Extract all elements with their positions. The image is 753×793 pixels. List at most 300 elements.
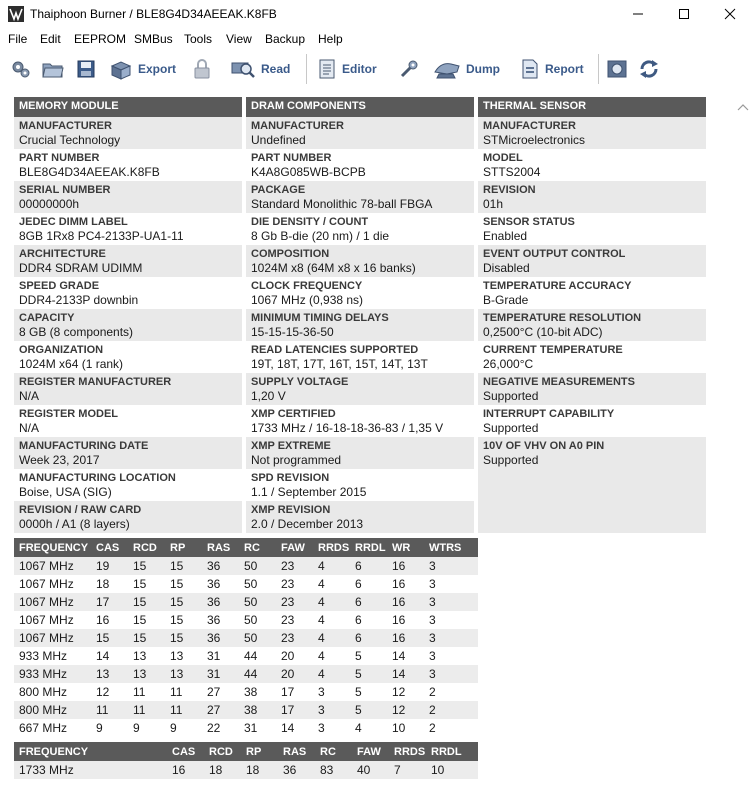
info-value: 2.0 / December 2013 bbox=[251, 517, 364, 531]
table-cell: 2 bbox=[424, 701, 478, 719]
info-label: CURRENT TEMPERATURE bbox=[483, 344, 623, 356]
table-cell: 5 bbox=[355, 685, 362, 699]
toolbar bbox=[0, 50, 753, 88]
info-label: MANUFACTURER bbox=[251, 120, 344, 132]
table-cell: 11 bbox=[165, 701, 202, 719]
table-cell: 15 bbox=[165, 629, 202, 647]
info-label: MANUFACTURING LOCATION bbox=[19, 472, 176, 484]
column-header: RRDL bbox=[350, 538, 387, 557]
info-cell bbox=[246, 181, 476, 213]
table-cell: 800 MHz bbox=[14, 701, 91, 719]
table-cell: 83 bbox=[315, 761, 352, 779]
info-cell bbox=[478, 341, 708, 373]
report-button[interactable] bbox=[520, 56, 584, 82]
info-label: DIE DENSITY / COUNT bbox=[251, 216, 369, 228]
window-title: Thaiphoon Burner / BLE8G4D34AEEAK.K8FB bbox=[30, 7, 277, 21]
info-cell bbox=[246, 245, 476, 277]
table-cell: 6 bbox=[350, 557, 387, 575]
info-value: Supported bbox=[483, 453, 539, 467]
table-cell: 5 bbox=[350, 665, 387, 683]
info-value: Enabled bbox=[483, 229, 528, 243]
info-value: Not programmed bbox=[251, 453, 342, 467]
table-cell: 50 bbox=[239, 629, 276, 647]
save-button[interactable] bbox=[76, 56, 96, 82]
table-cell: 11 bbox=[133, 685, 146, 699]
menu-tools[interactable]: Tools bbox=[184, 32, 213, 46]
table-cell: 4 bbox=[318, 649, 325, 663]
info-label: MODEL bbox=[483, 152, 523, 164]
table-row bbox=[14, 629, 478, 647]
table-cell: 4 bbox=[313, 557, 350, 575]
scroll-up-button[interactable] bbox=[733, 99, 753, 115]
column-header: RCD bbox=[204, 742, 241, 761]
dump-button[interactable] bbox=[433, 56, 500, 82]
table-row bbox=[14, 683, 478, 701]
column-header: RRDS bbox=[389, 742, 426, 761]
table-cell: 4 bbox=[318, 613, 325, 627]
menu-bar bbox=[0, 28, 753, 50]
table-cell: 22 bbox=[207, 721, 221, 735]
info-label: MANUFACTURER bbox=[19, 120, 112, 132]
table-cell: 15 bbox=[133, 577, 147, 591]
table-cell: 6 bbox=[350, 629, 387, 647]
timings-table bbox=[14, 538, 478, 737]
folder-icon bbox=[41, 58, 65, 80]
table-cell: 50 bbox=[244, 577, 258, 591]
info-cell bbox=[14, 405, 244, 437]
info-value: B-Grade bbox=[483, 293, 529, 307]
column-header: RAS bbox=[202, 538, 239, 557]
info-value: Standard Monolithic 78-ball FBGA bbox=[251, 197, 433, 211]
info-cell bbox=[478, 213, 708, 245]
table-cell: 23 bbox=[276, 593, 313, 611]
column-header: WTRS bbox=[424, 538, 478, 557]
info-cell bbox=[478, 437, 708, 469]
info-value: 1,20 V bbox=[251, 389, 286, 403]
menu-backup[interactable]: Backup bbox=[265, 32, 306, 46]
info-cell bbox=[478, 405, 708, 437]
table-cell: 1067 MHz bbox=[14, 593, 91, 611]
table-cell: 6 bbox=[350, 593, 387, 611]
info-cell bbox=[478, 117, 708, 149]
menu-edit[interactable]: Edit bbox=[40, 32, 61, 46]
table-row bbox=[14, 701, 478, 719]
table-cell: 36 bbox=[202, 593, 239, 611]
table-cell: 16 bbox=[387, 593, 424, 611]
column-header: RAS bbox=[278, 742, 315, 761]
info-cell bbox=[14, 437, 244, 469]
read-label: Read bbox=[261, 62, 291, 76]
table-cell: 36 bbox=[207, 577, 221, 591]
table-cell: 38 bbox=[244, 685, 258, 699]
info-label: SPD REVISION bbox=[251, 472, 330, 484]
table-cell: 10 bbox=[426, 761, 478, 779]
info-value: 1024M x8 (64M x8 x 16 banks) bbox=[251, 261, 416, 275]
table-cell: 12 bbox=[387, 701, 424, 719]
dram-components-section bbox=[246, 97, 476, 533]
info-cell bbox=[246, 117, 476, 149]
menu-eeprom[interactable]: EEPROM bbox=[74, 32, 127, 46]
info-label: XMP CERTIFIED bbox=[251, 408, 336, 420]
table-cell: 14 bbox=[392, 649, 406, 663]
info-value: 01h bbox=[483, 197, 504, 211]
empty-cell bbox=[478, 501, 708, 533]
table-cell: 3 bbox=[429, 613, 436, 627]
info-value: 0000h / A1 (8 layers) bbox=[19, 517, 130, 531]
info-value: 1024M x64 (1 rank) bbox=[19, 357, 124, 371]
info-label: XMP REVISION bbox=[251, 504, 331, 516]
table-cell: 3 bbox=[313, 701, 350, 719]
table-cell: 12 bbox=[96, 685, 110, 699]
info-cell bbox=[478, 277, 708, 309]
column-header: WR bbox=[387, 538, 424, 557]
table-cell: 15 bbox=[128, 629, 165, 647]
info-label: EVENT OUTPUT CONTROL bbox=[483, 248, 626, 260]
column-header: CAS bbox=[91, 538, 128, 557]
info-label: SPEED GRADE bbox=[19, 280, 100, 292]
table-cell: 15 bbox=[91, 629, 128, 647]
table-cell: 18 bbox=[204, 761, 241, 779]
column-header: FAW bbox=[352, 742, 389, 761]
info-label: TEMPERATURE ACCURACY bbox=[483, 280, 632, 292]
info-label: READ LATENCIES SUPPORTED bbox=[251, 344, 419, 356]
floppy-disk-icon bbox=[76, 59, 96, 79]
info-cell bbox=[14, 373, 244, 405]
info-label: PACKAGE bbox=[251, 184, 306, 196]
table-cell: 15 bbox=[128, 593, 165, 611]
table-row bbox=[14, 575, 478, 593]
table-cell: 14 bbox=[281, 721, 295, 735]
info-label: 10V OF VHV ON A0 PIN bbox=[483, 440, 605, 452]
menu-view[interactable]: View bbox=[226, 32, 252, 46]
table-cell: 6 bbox=[355, 613, 362, 627]
table-cell: 3 bbox=[424, 665, 478, 683]
column-header: FAW bbox=[276, 538, 313, 557]
table-cell: 1067 MHz bbox=[19, 577, 74, 591]
info-label: REVISION bbox=[483, 184, 536, 196]
info-label: SUPPLY VOLTAGE bbox=[251, 376, 349, 388]
vertical-scrollbar[interactable] bbox=[733, 97, 753, 793]
table-cell: 36 bbox=[207, 613, 221, 627]
info-label: REGISTER MANUFACTURER bbox=[19, 376, 172, 388]
table-cell: 13 bbox=[170, 649, 184, 663]
magnifier-chip-icon bbox=[230, 57, 256, 81]
table-cell: 3 bbox=[318, 721, 325, 735]
table-cell: 15 bbox=[128, 557, 165, 575]
table-cell: 50 bbox=[239, 593, 276, 611]
editor-button[interactable] bbox=[317, 56, 377, 82]
table-cell: 14 bbox=[96, 649, 110, 663]
table-cell: 3 bbox=[429, 577, 436, 591]
table-cell: 6 bbox=[355, 577, 362, 591]
table-cell: 9 bbox=[133, 721, 140, 735]
table-cell: 18 bbox=[241, 761, 278, 779]
table-row bbox=[14, 719, 478, 737]
table-cell: 17 bbox=[276, 701, 313, 719]
title-bar bbox=[0, 0, 753, 28]
table-cell: 1067 MHz bbox=[14, 629, 91, 647]
info-label: MANUFACTURER bbox=[483, 120, 576, 132]
screenshot-button[interactable] bbox=[606, 56, 628, 82]
info-label: XMP EXTREME bbox=[251, 440, 331, 452]
table-cell: 38 bbox=[239, 701, 276, 719]
info-value: Supported bbox=[483, 389, 539, 403]
table-cell: 667 MHz bbox=[19, 721, 68, 735]
empty-cell bbox=[478, 469, 708, 501]
table-cell: 4 bbox=[355, 721, 362, 735]
table-cell: 36 bbox=[202, 629, 239, 647]
table-cell: 44 bbox=[239, 665, 276, 683]
column-header: RRDS bbox=[313, 538, 350, 557]
table-cell: 31 bbox=[202, 665, 239, 683]
table-cell: 11 bbox=[128, 701, 165, 719]
table-cell: 50 bbox=[239, 557, 276, 575]
menu-file[interactable]: File bbox=[8, 32, 28, 46]
menu-help[interactable]: Help bbox=[318, 32, 343, 46]
info-value: 8 Gb B-die (20 nm) / 1 die bbox=[251, 229, 390, 243]
refresh-button[interactable] bbox=[638, 56, 660, 82]
table-cell: 4 bbox=[313, 629, 350, 647]
table-cell: 11 bbox=[170, 685, 183, 699]
table-cell: 23 bbox=[281, 613, 295, 627]
table-cell: 14 bbox=[387, 665, 424, 683]
table-cell: 44 bbox=[244, 649, 258, 663]
refresh-arrows-icon bbox=[638, 58, 660, 80]
info-label: CLOCK FREQUENCY bbox=[251, 280, 363, 292]
info-cell bbox=[246, 213, 476, 245]
table-cell: 16 bbox=[387, 629, 424, 647]
info-label: SENSOR STATUS bbox=[483, 216, 575, 228]
toolbar-separator bbox=[598, 54, 599, 84]
info-cell bbox=[246, 341, 476, 373]
info-cell bbox=[478, 245, 708, 277]
table-cell: 13 bbox=[91, 665, 128, 683]
export-box-icon bbox=[109, 57, 133, 81]
info-value: K4A8G085WB-BCPB bbox=[251, 165, 366, 179]
toolbar-separator bbox=[306, 54, 307, 84]
info-label: PART NUMBER bbox=[19, 152, 100, 164]
info-value: N/A bbox=[19, 389, 40, 403]
table-cell: 5 bbox=[350, 701, 387, 719]
info-value: Week 23, 2017 bbox=[19, 453, 100, 467]
close-button[interactable] bbox=[707, 0, 753, 28]
info-label: JEDEC DIMM LABEL bbox=[19, 216, 128, 228]
info-cell bbox=[14, 149, 244, 181]
table-cell: 16 bbox=[387, 557, 424, 575]
dram-components-header: DRAM COMPONENTS bbox=[246, 97, 476, 117]
info-cell bbox=[478, 373, 708, 405]
minimize-button[interactable] bbox=[615, 0, 661, 28]
table-row bbox=[14, 593, 478, 611]
table-cell: 13 bbox=[128, 665, 165, 683]
table-cell: 3 bbox=[424, 557, 478, 575]
document-lines-icon bbox=[317, 58, 337, 80]
table-cell: 31 bbox=[244, 721, 258, 735]
info-value: 8GB 1Rx8 PC4-2133P-UA1-11 bbox=[19, 229, 184, 243]
export-button[interactable] bbox=[109, 56, 176, 82]
info-label: COMPOSITION bbox=[251, 248, 330, 260]
table-cell: 17 bbox=[281, 685, 295, 699]
table-cell: 19 bbox=[91, 557, 128, 575]
column-header: FREQUENCY bbox=[14, 538, 91, 557]
info-cell bbox=[478, 149, 708, 181]
info-value: 1067 MHz (0,938 ns) bbox=[251, 293, 364, 307]
info-value: 1.1 / September 2015 bbox=[251, 485, 367, 499]
table-cell: 16 bbox=[167, 761, 204, 779]
maximize-button[interactable] bbox=[661, 0, 707, 28]
table-cell: 23 bbox=[281, 577, 295, 591]
info-value: STTS2004 bbox=[483, 165, 541, 179]
info-cell bbox=[14, 309, 244, 341]
table-cell: 15 bbox=[165, 593, 202, 611]
table-cell: 13 bbox=[165, 665, 202, 683]
dump-hand-icon bbox=[433, 58, 461, 80]
table-cell: 36 bbox=[202, 557, 239, 575]
column-header: RC bbox=[315, 742, 352, 761]
info-cell bbox=[246, 469, 476, 501]
table-cell: 15 bbox=[170, 577, 184, 591]
table-cell: 7 bbox=[389, 761, 426, 779]
table-cell: 3 bbox=[429, 649, 436, 663]
gears-icon bbox=[10, 58, 32, 80]
table-cell: 16 bbox=[96, 613, 110, 627]
camera-search-icon bbox=[606, 58, 628, 80]
info-label: SERIAL NUMBER bbox=[19, 184, 111, 196]
table-cell: 4 bbox=[318, 577, 325, 591]
chevron-up-icon bbox=[737, 100, 749, 114]
memory-module-section bbox=[14, 97, 244, 533]
report-document-icon bbox=[520, 58, 540, 80]
table-row bbox=[14, 557, 478, 575]
wrench-icon bbox=[398, 58, 420, 80]
memory-module-header: MEMORY MODULE bbox=[14, 97, 244, 117]
info-value: N/A bbox=[19, 421, 40, 435]
info-value: Undefined bbox=[251, 133, 306, 147]
table-cell: 1067 MHz bbox=[19, 613, 74, 627]
table-cell: 933 MHz bbox=[19, 649, 68, 663]
table-cell: 15 bbox=[165, 557, 202, 575]
table-row bbox=[14, 761, 478, 779]
table-cell: 16 bbox=[392, 577, 406, 591]
settings-button[interactable] bbox=[10, 56, 32, 82]
table-cell: 4 bbox=[313, 665, 350, 683]
table-row bbox=[14, 611, 478, 629]
info-cell bbox=[246, 373, 476, 405]
table-cell: 2 bbox=[429, 721, 436, 735]
info-value: DDR4 SDRAM UDIMM bbox=[19, 261, 143, 275]
info-cell bbox=[478, 181, 708, 213]
read-button[interactable] bbox=[230, 56, 290, 82]
info-label: INTERRUPT CAPABILITY bbox=[483, 408, 615, 420]
info-value: 19T, 18T, 17T, 16T, 15T, 14T, 13T bbox=[251, 357, 428, 371]
info-value: 1733 MHz / 16-18-18-36-83 / 1,35 V bbox=[251, 421, 444, 435]
table-cell: 10 bbox=[392, 721, 406, 735]
info-label: CAPACITY bbox=[19, 312, 75, 324]
table-cell: 3 bbox=[318, 685, 325, 699]
table-cell: 9 bbox=[170, 721, 177, 735]
table-cell: 27 bbox=[207, 685, 221, 699]
column-header: RP bbox=[241, 742, 278, 761]
thermal-sensor-header: THERMAL SENSOR bbox=[478, 97, 708, 117]
info-label: MINIMUM TIMING DELAYS bbox=[251, 312, 389, 324]
table-cell: 3 bbox=[424, 593, 478, 611]
table-cell: 1733 MHz bbox=[14, 761, 167, 779]
table-cell: 23 bbox=[276, 557, 313, 575]
column-header: RRDL bbox=[426, 742, 478, 761]
table-cell: 15 bbox=[170, 613, 184, 627]
column-header: CAS bbox=[167, 742, 204, 761]
info-value: 00000000h bbox=[19, 197, 80, 211]
info-cell bbox=[246, 405, 476, 437]
table-cell: 36 bbox=[278, 761, 315, 779]
table-cell: 13 bbox=[133, 649, 147, 663]
table-cell: 5 bbox=[355, 649, 362, 663]
info-cell bbox=[14, 181, 244, 213]
info-value: 26,000°C bbox=[483, 357, 534, 371]
info-value: BLE8G4D34AEEAK.K8FB bbox=[19, 165, 160, 179]
padlock-icon bbox=[192, 58, 212, 80]
info-cell bbox=[246, 277, 476, 309]
report-label: Report bbox=[545, 62, 584, 76]
table-cell: 18 bbox=[96, 577, 110, 591]
table-cell: 50 bbox=[244, 613, 258, 627]
info-cell bbox=[14, 117, 244, 149]
info-value: Disabled bbox=[483, 261, 530, 275]
info-cell bbox=[14, 501, 244, 533]
info-label: ORGANIZATION bbox=[19, 344, 104, 356]
tools-button[interactable] bbox=[398, 56, 420, 82]
table-cell: 27 bbox=[202, 701, 239, 719]
info-cell bbox=[14, 341, 244, 373]
table-cell: 9 bbox=[96, 721, 103, 735]
info-value: 15-15-15-36-50 bbox=[251, 325, 334, 339]
column-header: RP bbox=[165, 538, 202, 557]
info-cell bbox=[478, 309, 708, 341]
info-label: MANUFACTURING DATE bbox=[19, 440, 149, 452]
export-label: Export bbox=[138, 62, 177, 76]
dump-label: Dump bbox=[466, 62, 500, 76]
table-cell: 933 MHz bbox=[14, 665, 91, 683]
info-label: ARCHITECTURE bbox=[19, 248, 106, 260]
table-row bbox=[14, 647, 478, 665]
table-cell: 31 bbox=[207, 649, 221, 663]
editor-label: Editor bbox=[342, 62, 377, 76]
info-label: TEMPERATURE RESOLUTION bbox=[483, 312, 642, 324]
table-cell: 23 bbox=[276, 629, 313, 647]
table-cell: 4 bbox=[313, 593, 350, 611]
table-cell: 40 bbox=[352, 761, 389, 779]
table-cell: 17 bbox=[91, 593, 128, 611]
info-cell bbox=[246, 149, 476, 181]
info-cell bbox=[14, 469, 244, 501]
menu-smbus[interactable]: SMBus bbox=[134, 32, 173, 46]
table-cell: 20 bbox=[281, 649, 295, 663]
info-cell bbox=[14, 277, 244, 309]
info-value: DDR4-2133P downbin bbox=[19, 293, 139, 307]
xmp-timings-table bbox=[14, 742, 478, 779]
info-value: Supported bbox=[483, 421, 539, 435]
lock-button[interactable] bbox=[192, 56, 212, 82]
open-button[interactable] bbox=[41, 56, 65, 82]
table-cell: 800 MHz bbox=[19, 685, 68, 699]
table-cell: 3 bbox=[424, 629, 478, 647]
info-label: REVISION / RAW CARD bbox=[19, 504, 142, 516]
column-header: FREQUENCY bbox=[14, 742, 167, 761]
info-label: REGISTER MODEL bbox=[19, 408, 119, 420]
thermal-sensor-section bbox=[478, 97, 708, 533]
info-value: 0,2500°C (10-bit ADC) bbox=[483, 325, 603, 339]
info-value: Crucial Technology bbox=[19, 133, 121, 147]
